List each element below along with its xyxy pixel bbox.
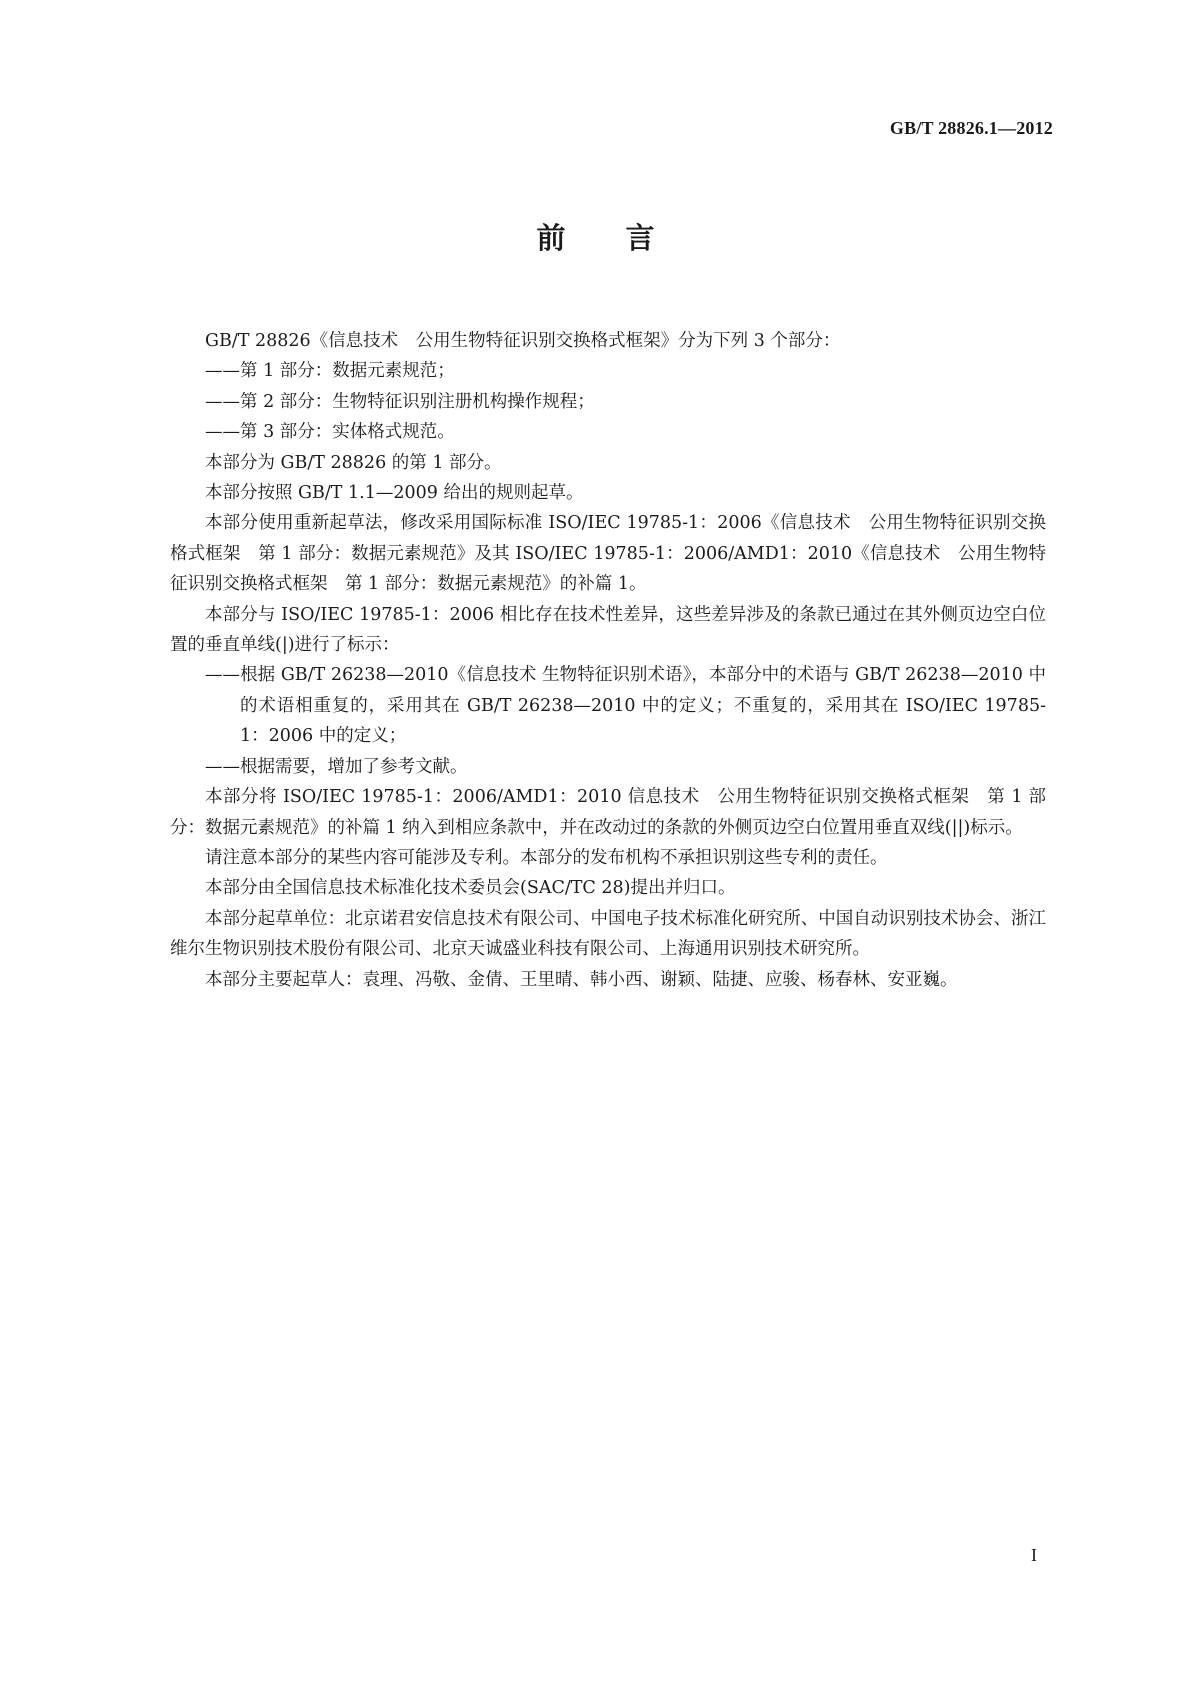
list-item-terms: ——根据 GB/T 26238—2010《信息技术 生物特征识别术语》，本部分中的术语与 GB/T 26238—2010 中的术语相重复的，采用其在 GB/T 26238—2010 中的定义；不重复的，采用其在 ISO/IEC 19785-1：2006 中的定义； xyxy=(205,665,1046,747)
paragraph-adoption: 本部分使用重新起草法，修改采用国际标准 ISO/IEC 19785-1：2006《信息技术 公用生物特征识别交换格式框架 第 1 部分：数据元素规范》及其 ISO/IEC 19785-1：2006/AMD1：2010《信息技术 公用生物特征识别交换格式框架 第 1 部分：数据元素规范》的补篇 1。 xyxy=(170,513,1046,595)
paragraph-drafters: 本部分主要起草人：袁理、冯敬、金倩、王里晴、韩小西、谢颖、陆捷、应骏、杨春林、安亚巍。 xyxy=(205,969,958,990)
paragraph-amendment: 本部分将 ISO/IEC 19785-1：2006/AMD1：2010 信息技术 公用生物特征识别交换格式框架 第 1 部分：数据元素规范》的补篇 1 纳入到相应条款中，并在改动过的条款的外侧页边空白位置用垂直双线(||)标示。 xyxy=(170,787,1046,838)
list-item-bibliography: ——根据需要，增加了参考文献。 xyxy=(205,756,468,777)
paragraph-differences: 本部分与 ISO/IEC 19785-1：2006 相比存在技术性差异，这些差异涉及的条款已通过在其外侧页边空白位置的垂直单线(|)进行了标示： xyxy=(170,604,1046,656)
list-item-part-3: ——第 3 部分：实体格式规范。 xyxy=(205,422,455,443)
paragraph-patent: 请注意本部分的某些内容可能涉及专利。本部分的发布机构不承担识别这些专利的责任。 xyxy=(205,847,888,868)
list-item-part-1: ——第 1 部分：数据元素规范； xyxy=(205,361,455,382)
paragraph-drafting-rules: 本部分按照 GB/T 1.1—2009 给出的规则起草。 xyxy=(205,483,584,504)
standard-number: GB/T 28826.1—2012 xyxy=(889,118,1053,138)
page-number: I xyxy=(1031,1545,1037,1565)
paragraph-part-of: 本部分为 GB/T 28826 的第 1 部分。 xyxy=(205,452,502,473)
page-title: 前言 xyxy=(536,221,715,255)
paragraph-intro: GB/T 28826《信息技术 公用生物特征识别交换格式框架》分为下列 3 个部分： xyxy=(205,331,841,351)
foreword-body xyxy=(170,326,1046,995)
paragraph-drafting-units: 本部分起草单位：北京诺君安信息技术有限公司、中国电子技术标准化研究所、中国自动识别技术协会、浙江维尔生物识别技术股份有限公司、北京天诚盛业科技有限公司、上海通用识别技术研究所。 xyxy=(170,908,1046,960)
list-item-part-2: ——第 2 部分：生物特征识别注册机构操作规程； xyxy=(205,391,595,412)
paragraph-proposer: 本部分由全国信息技术标准化技术委员会(SAC/TC 28)提出并归口。 xyxy=(205,878,736,899)
